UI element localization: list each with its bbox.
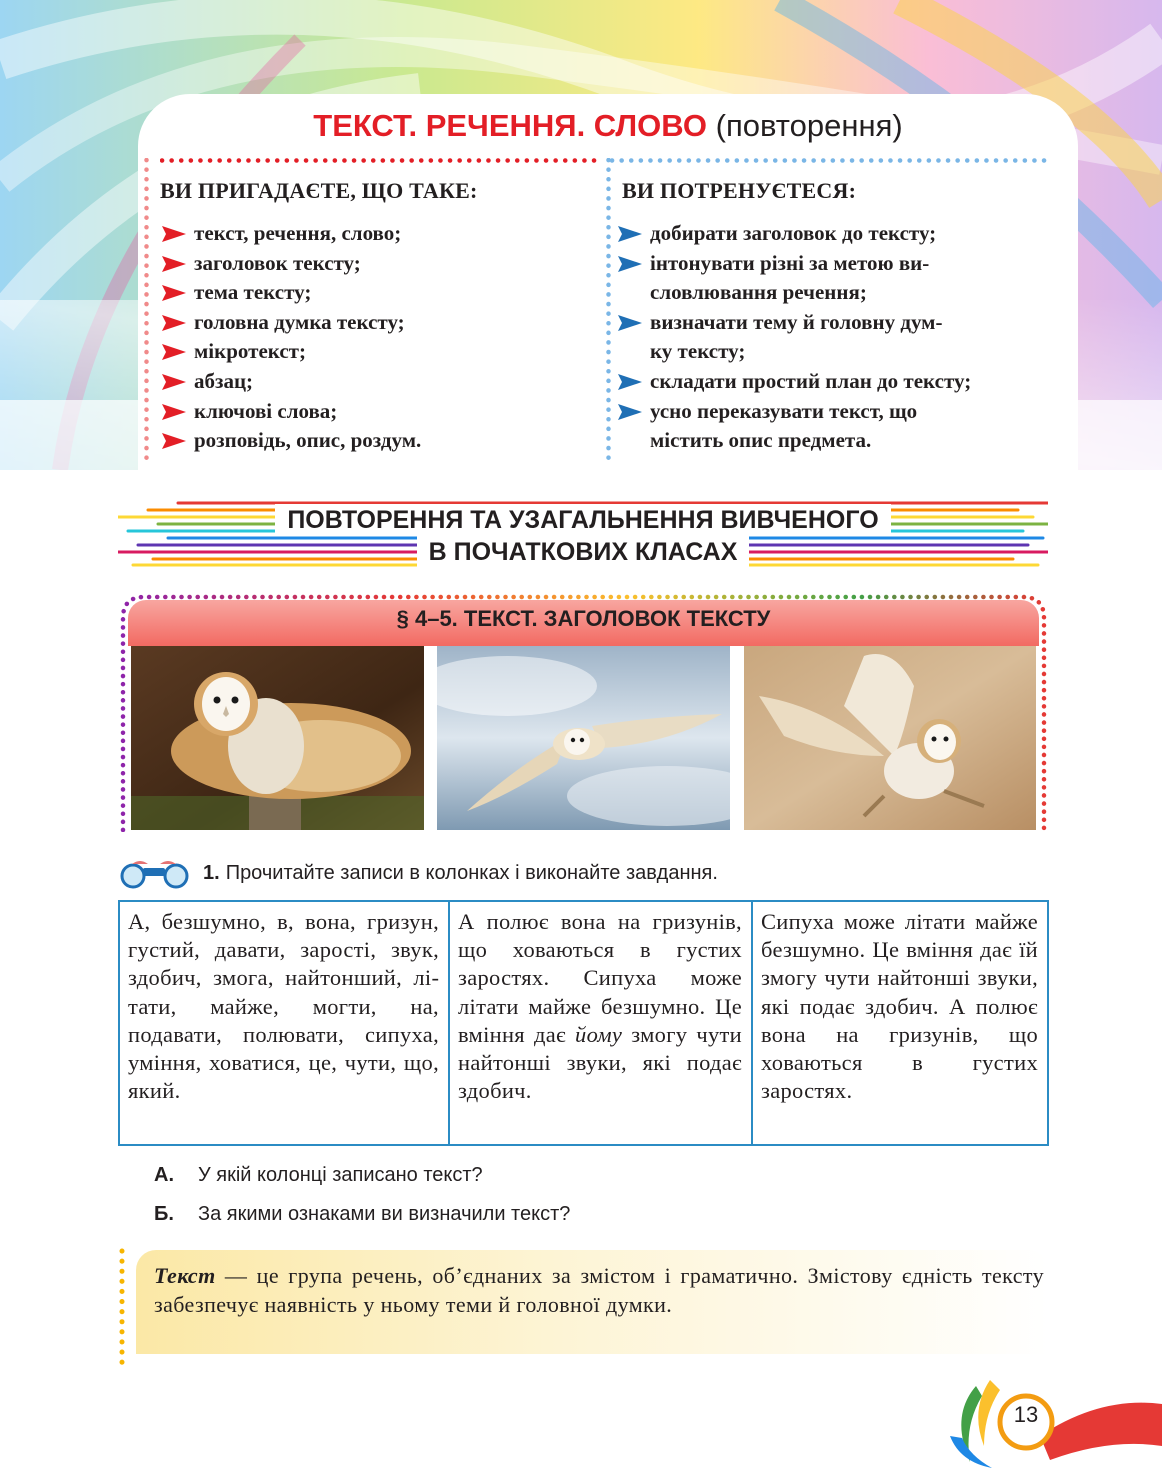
definition-text: Текст — це група речень, об’єднаних за змістом і граматично. Змістову єдність тексту забезпечує наявність у ньому теми й головної думки.	[154, 1263, 1044, 1317]
blue-arrow-icon	[618, 256, 642, 272]
blue-arrow-icon	[618, 404, 642, 420]
red-arrow-icon	[162, 285, 186, 301]
recall-item: головна думка тексту;	[160, 308, 600, 338]
definition-dots	[118, 1248, 126, 1366]
practice-item-continuation: містить опис предмета.	[650, 428, 872, 453]
owl-photo-perched	[131, 646, 424, 830]
red-dotted-column	[144, 158, 149, 468]
section-heading-line2: В ПОЧАТКОВИХ КЛАСАХ	[417, 536, 750, 568]
recall-item: абзац;	[160, 367, 600, 397]
lesson-title-main: ТЕКСТ. РЕЧЕННЯ. СЛОВО	[313, 108, 708, 143]
blue-dotted-rule	[610, 158, 1050, 163]
page-number: 13	[1013, 1402, 1039, 1427]
right-column-heading: ВИ ПОТРЕНУЄТЕСЯ:	[622, 178, 857, 203]
red-arrow-icon	[162, 226, 186, 242]
recall-item: розповідь, опис, роздум.	[160, 426, 600, 456]
lesson-title-note: (повторення)	[715, 108, 903, 143]
blue-dotted-column	[606, 158, 611, 468]
recall-item: тема тексту;	[160, 278, 600, 308]
blue-arrow-icon	[618, 226, 642, 242]
owl-photo-flying	[437, 646, 730, 830]
exercise-table	[118, 900, 1049, 1146]
definition-term: Текст	[154, 1263, 216, 1288]
recall-item: ключові слова;	[160, 397, 600, 427]
section-heading	[118, 504, 1048, 568]
exercise-number: 1.	[203, 862, 220, 884]
exercise-text: Прочитайте записи в колонках і виконайте завдання.	[225, 862, 718, 884]
table-column-words: А, безшумно, в, вона, гризун, густий, давати, зарості, звук, здобич, змога, найтонший, літати, майже, могти, на, подавати, полювати, сипуха, уміння, ховатися, це, чути, що, який.	[128, 909, 439, 1104]
lesson-title	[138, 108, 1078, 144]
blue-arrow-icon	[618, 315, 642, 331]
blue-arrow-icon	[618, 374, 642, 390]
practice-item-continuation: ку тексту;	[650, 339, 746, 364]
recall-item: мікротекст;	[160, 337, 600, 367]
binoculars-icon	[118, 856, 190, 890]
red-arrow-icon	[162, 404, 186, 420]
recall-item: заголовок тексту;	[160, 249, 600, 279]
paragraph-title: § 4–5. ТЕКСТ. ЗАГОЛОВОК ТЕКСТУ	[396, 606, 771, 631]
table-column-sentences: А полює вона на гризунів, що ховаються в густих заростях. Сипуха може літати майже безшумно. Це вміння дає йому змогу чути найтонші звуки, які подає здобич.	[448, 902, 751, 1144]
table-column-text: Сипуха може літати майже безшумно. Це вміння дає їй змогу чути найтонші звуки, які подає здобич. А полює вона на гризунів, що ховаються в густих заростях.	[751, 902, 1047, 1144]
owl-photo-landing	[744, 646, 1036, 830]
practice-list	[616, 219, 1066, 456]
practice-item: усно переказувати текст, що	[616, 397, 1066, 427]
practice-item: складати простий план до тексту;	[616, 367, 1066, 397]
red-dotted-rule	[160, 158, 600, 163]
practice-item-continuation: словлювання речення;	[650, 280, 867, 305]
question-b-label: Б.	[154, 1203, 174, 1225]
question-b: Б. За якими ознаками ви визначили текст?	[154, 1203, 571, 1225]
question-a: А. У якій колонці записано текст?	[154, 1164, 483, 1186]
red-arrow-icon	[162, 256, 186, 272]
left-column-heading: ВИ ПРИГАДАЄТЕ, ЩО ТАКЕ:	[160, 178, 478, 203]
red-arrow-icon	[162, 344, 186, 360]
red-arrow-icon	[162, 433, 186, 449]
practice-item: інтонувати різні за метою ви-	[616, 249, 1066, 279]
italic-word: йому	[575, 1021, 623, 1047]
question-a-label: А.	[154, 1164, 174, 1186]
red-arrow-icon	[162, 315, 186, 331]
section-heading-line1: ПОВТОРЕННЯ ТА УЗАГАЛЬНЕННЯ ВИВЧЕНОГО	[275, 504, 890, 536]
exercise-instruction	[203, 862, 718, 885]
practice-item: визначати тему й головну дум-	[616, 308, 1066, 338]
recall-list	[160, 219, 600, 456]
page-number-decoration	[940, 1376, 1162, 1474]
red-arrow-icon	[162, 374, 186, 390]
recall-item: текст, речення, слово;	[160, 219, 600, 249]
practice-item: добирати заголовок до тексту;	[616, 219, 1066, 249]
